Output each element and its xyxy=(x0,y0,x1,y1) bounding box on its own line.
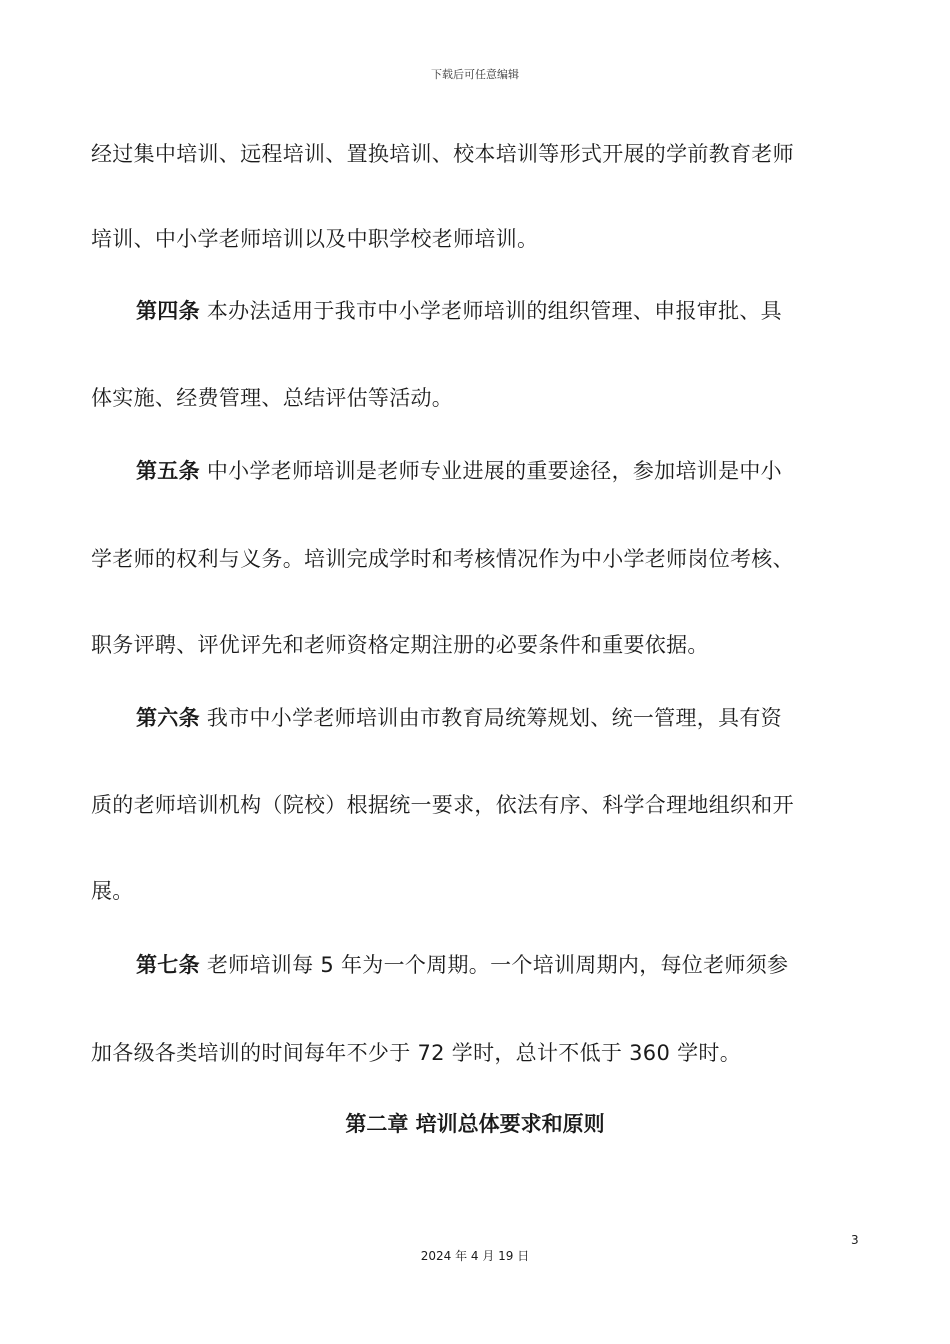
article-5-text: 中小学老师培训是老师专业进展的重要途径，参加培训是中小 xyxy=(199,459,782,483)
article-4-first-line xyxy=(136,297,782,325)
paragraph-line: 展。 xyxy=(91,879,134,903)
article-5-first-line xyxy=(136,457,782,485)
article-6-label: 第六条 xyxy=(136,706,200,730)
article-7-text: 老师培训每 5 年为一个周期。一个培训周期内，每位老师须参 xyxy=(199,953,789,977)
article-7-label: 第七条 xyxy=(136,953,200,977)
article-5-label: 第五条 xyxy=(136,459,200,483)
article-4-label: 第四条 xyxy=(136,299,200,323)
article-6-text: 我市中小学老师培训由市教育局统筹规划、统一管理，具有资 xyxy=(199,706,782,730)
paragraph-line: 学老师的权利与义务。培训完成学时和考核情况作为中小学老师岗位考核、 xyxy=(91,547,794,571)
paragraph-line: 体实施、经费管理、总结评估等活动。 xyxy=(91,386,454,410)
page-header: 下载后可任意编辑 xyxy=(431,68,519,81)
article-6-first-line xyxy=(136,704,782,732)
paragraph-line: 培训、中小学老师培训以及中职学校老师培训。 xyxy=(91,227,539,251)
paragraph-line: 职务评聘、评优评先和老师资格定期注册的必要条件和重要依据。 xyxy=(91,633,709,657)
paragraph-line: 经过集中培训、远程培训、置换培训、校本培训等形式开展的学前教育老师 xyxy=(91,142,794,166)
article-7-first-line xyxy=(136,951,788,979)
chapter-title: 第二章 培训总体要求和原则 xyxy=(345,1112,605,1136)
paragraph-line: 加各级各类培训的时间每年不少于 72 学时，总计不低于 360 学时。 xyxy=(91,1041,742,1065)
article-4-text: 本办法适用于我市中小学老师培训的组织管理、申报审批、具 xyxy=(199,299,782,323)
page-number: 3 xyxy=(851,1233,859,1247)
footer-date: 2024 年 4 月 19 日 xyxy=(420,1249,530,1263)
paragraph-line: 质的老师培训机构（院校）根据统一要求，依法有序、科学合理地组织和开 xyxy=(91,793,794,817)
